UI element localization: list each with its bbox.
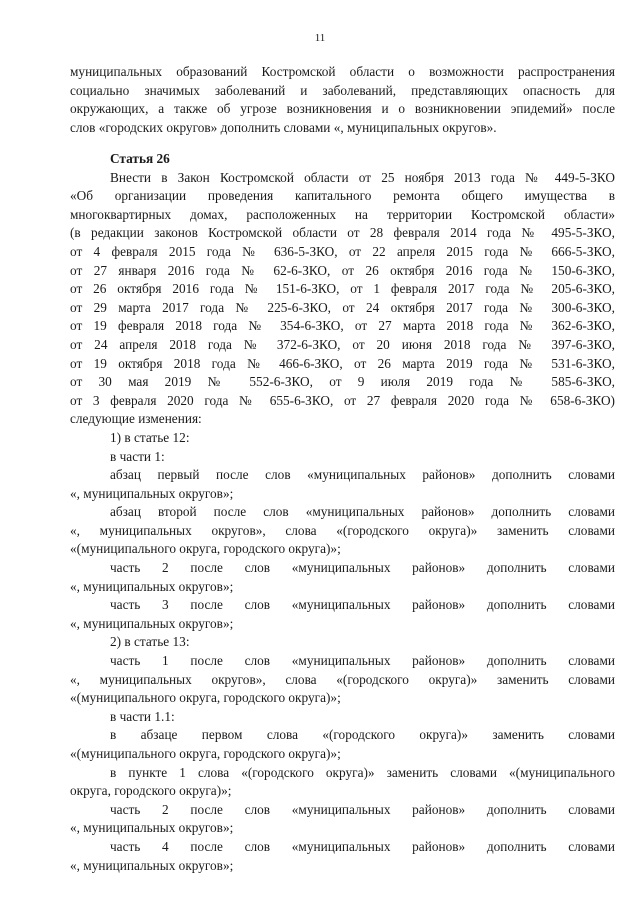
text-line: часть 2 после слов «муниципальных районов» дополнить словами bbox=[110, 560, 615, 576]
text-line: в части 1: bbox=[110, 448, 165, 464]
text-line: от 27 января 2016 года № 62-6-ЗКО, от 26 октября 2016 года № 150-6-ЗКО, bbox=[70, 262, 615, 278]
text-line: часть 3 после слов «муниципальных районов» дополнить словами bbox=[110, 597, 615, 613]
text-line: «, муниципальных округов»; bbox=[70, 857, 234, 873]
article-body bbox=[70, 169, 615, 876]
text-line: от 19 октября 2018 года № 466-6-ЗКО, от 26 марта 2019 года № 531-6-ЗКО, bbox=[70, 355, 615, 371]
text-line: слов «городских округов» дополнить словами «, муниципальных округов». bbox=[70, 119, 497, 135]
text-line: «(муниципального округа, городского округа)»; bbox=[70, 746, 341, 761]
text-line: от 3 февраля 2020 года № 655-6-ЗКО, от 27 февраля 2020 года № 658-6-ЗКО) bbox=[70, 392, 615, 408]
text-line: от 24 апреля 2018 года № 372-6-ЗКО, от 20 июня 2018 года № 397-6-ЗКО, bbox=[70, 336, 615, 352]
text-line: округа, городского округа)»; bbox=[70, 783, 232, 799]
text-line: «Об организации проведения капитального ремонта общего имущества в bbox=[70, 188, 615, 204]
text-line: часть 4 после слов «муниципальных районов» дополнить словами bbox=[110, 838, 615, 854]
text-line: (в редакции законов Костромской области от 28 февраля 2014 года № 495-5-ЗКО, bbox=[70, 225, 615, 241]
text-line: муниципальных образований Костромской области о возможности распространения bbox=[70, 64, 615, 79]
continued-paragraph bbox=[70, 63, 615, 137]
text-line: в пункте 1 слова «(городского округа)» заменить словами «(муниципального bbox=[110, 764, 615, 780]
page-number: 11 bbox=[314, 32, 326, 44]
text-line: часть 2 после слов «муниципальных районов» дополнить словами bbox=[110, 801, 615, 817]
article-heading: Статья 26 bbox=[110, 151, 170, 166]
text-line: «, муниципальных округов»; bbox=[70, 578, 234, 594]
text-line: социально значимых заболеваний и заболеваний, представляющих опасность для bbox=[70, 82, 615, 98]
text-line: следующие изменения: bbox=[70, 411, 202, 427]
text-line: от 30 мая 2019 № 552-6-ЗКО, от 9 июля 2019 года № 585-6-ЗКО, bbox=[70, 374, 615, 390]
text-line: от 29 марта 2017 года № 225-6-ЗКО, от 24 октября 2017 года № 300-6-ЗКО, bbox=[70, 299, 615, 315]
text-line: в части 1.1: bbox=[110, 708, 175, 724]
text-line: Внести в Закон Костромской области от 25 ноября 2013 года № 449-5-ЗКО bbox=[110, 169, 615, 185]
text-line: абзац первый после слов «муниципальных районов» дополнить словами bbox=[110, 467, 615, 483]
text-line: многоквартирных домах, расположенных на территории Костромской области» bbox=[70, 206, 615, 222]
article-26 bbox=[70, 150, 615, 875]
text-line: «(муниципального округа, городского округа)»; bbox=[70, 690, 341, 706]
text-line: окружающих, а также об угрозе возникновения и о возникновении эпидемий» после bbox=[70, 101, 615, 117]
text-line: в абзаце первом слова «(городского округа)» заменить словами bbox=[110, 727, 615, 743]
text-line: «, муниципальных округов»; bbox=[70, 820, 234, 836]
text-line: «, муниципальных округов»; bbox=[70, 485, 234, 501]
text-line: от 19 февраля 2018 года № 354-6-ЗКО, от 27 марта 2018 года № 362-6-ЗКО, bbox=[70, 318, 615, 334]
text-line: «, муниципальных округов», слова «(городского округа)» заменить словами bbox=[70, 522, 615, 538]
text-line: «, муниципальных округов», слова «(городского округа)» заменить словами bbox=[70, 671, 615, 687]
text-line: 1) в статье 12: bbox=[110, 429, 190, 445]
text-line: 2) в статье 13: bbox=[110, 634, 190, 650]
text-line: часть 1 после слов «муниципальных районов» дополнить словами bbox=[110, 653, 615, 669]
text-line: абзац второй после слов «муниципальных районов» дополнить словами bbox=[110, 504, 615, 520]
text-line: «(муниципального округа, городского округа)»; bbox=[70, 541, 341, 557]
text-line: от 26 октября 2016 года № 151-6-ЗКО, от 1 февраля 2017 года № 205-6-ЗКО, bbox=[70, 281, 615, 297]
text-line: от 4 февраля 2015 года № 636-5-ЗКО, от 22 апреля 2015 года № 666-5-ЗКО, bbox=[70, 243, 615, 259]
text-line: «, муниципальных округов»; bbox=[70, 615, 234, 631]
